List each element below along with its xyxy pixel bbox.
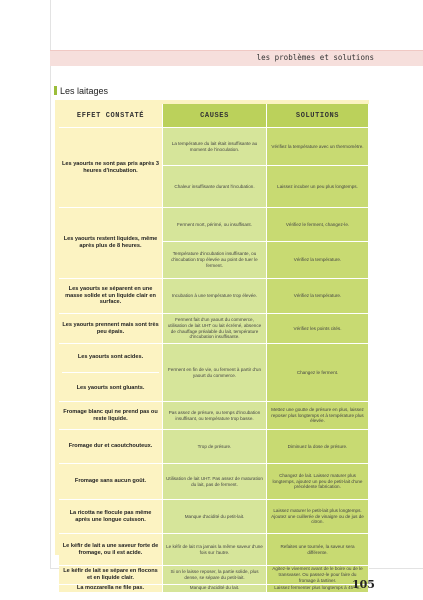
solution-cell: Vérifiez la température avec un thermomètre. — [267, 128, 369, 166]
cause-cell: Si on le laisse reposer, la partie solide, plus dense, se sépare du petit-lait. — [163, 566, 267, 585]
effect-cell: Le kéfir de lait se sépare en flocons et en liquide clair. — [59, 566, 163, 585]
effect-cell: Les yaourts sont acides. — [77, 353, 144, 360]
effect-cell: Les yaourts prennent mais sont très peu épais. — [59, 314, 163, 344]
solution-cell: Laissez incuber un peu plus longtemps. — [267, 166, 369, 208]
solution-cell: Laissez maturer le petit-lait plus longtemps. Ajoutez une cuillerée de vinaigre ou de jus de citron. — [267, 500, 369, 534]
cause-cell: Le kéfir de lait n'a jamais la même saveur d'une fois sur l'autre. — [163, 534, 267, 566]
cause-cell: Température d'incubation insuffisante, ou d'incubation trop élevée au point de tuer le ferment. — [163, 242, 267, 279]
solution-cell: Refaites une tournée, la saveur sera différente. — [267, 534, 369, 566]
effect-cell: Fromage dur et caoutchouteux. — [59, 430, 163, 464]
solution-cell: Mettez une goutte de présure en plus, laissez reposer plus longtemps et à température plus élevée. — [267, 402, 369, 430]
cause-cell: Manque d'acidité du petit-lait. — [163, 500, 267, 534]
effect-cell: Les yaourts restent liquides, même après plus de 8 heures. — [59, 208, 163, 279]
cause-cell: La température du lait était insuffisante au moment de l'inoculation. — [163, 128, 267, 166]
cell-divider — [62, 372, 159, 373]
page-number: 105 — [352, 578, 375, 591]
column-header-effect: EFFET CONSTATÉ — [59, 104, 163, 128]
running-header-title: les problèmes et solutions — [256, 53, 374, 62]
effect-cell: Fromage sans aucun goût. — [59, 464, 163, 500]
effect-cell: La mozzarella ne file pas. — [59, 585, 163, 593]
section-heading — [54, 82, 108, 94]
cause-cell: Chaleur insuffisante durant l'incubation. — [163, 166, 267, 208]
solution-cell: Laissez fermenter plus longtemps à 45° C. — [267, 585, 369, 593]
column-header-solutions: SOLUTIONS — [267, 104, 369, 128]
cause-cell: Ferment en fin de vie, ou ferment à partir d'un yaourt du commerce. — [163, 344, 267, 402]
effect-cell: La ricotta ne flocule pas même après une longue cuisson. — [59, 500, 163, 534]
cause-cell: Manque d'acidité du lait. — [163, 585, 267, 593]
cause-cell: Pas assez de présure, ou temps d'incubation insuffisant, ou température trop basse. — [163, 402, 267, 430]
solution-cell: Vérifiez la température. — [267, 242, 369, 279]
solution-cell: Vérifiez la température. — [267, 279, 369, 314]
solution-cell: Changez de lait. Laissez maturer plus longtemps, ajoutez un peu de petit-lait d'une précédente fabrication. — [267, 464, 369, 500]
effect-cell: Les yaourts ne sont pas pris après 3 heures d'incubation. — [59, 128, 163, 208]
section-title: Les laitages — [60, 85, 109, 96]
troubleshooting-table — [59, 104, 369, 593]
cause-cell: Utilisation de lait UHT. Pas assez de maturation du lait, pas de ferment. — [163, 464, 267, 500]
section-bullet-icon — [54, 86, 57, 95]
solution-cell: Vérifiez les points cités. — [267, 314, 369, 344]
column-header-causes: CAUSES — [163, 104, 267, 128]
solution-cell: Diminuez la dose de présure. — [267, 430, 369, 464]
solution-cell: Changez le ferment. — [267, 344, 369, 402]
effect-cell: Le kéfir de lait a une saveur forte de fromage, ou il est acide. — [59, 534, 163, 566]
cause-cell: Trop de présure. — [163, 430, 267, 464]
effect-cell: Fromage blanc qui ne prend pas ou reste liquide. — [59, 402, 163, 430]
effect-cell: Les yaourts sont gluants. — [76, 384, 145, 391]
cause-cell: Incubation à une température trop élevée. — [163, 279, 267, 314]
cause-cell: Ferment mort, périmé, ou insuffisant. — [163, 208, 267, 242]
solution-cell: Agitez-le vivement avant de le boire ou de le transvaser. Ou passez-le pour faire du fromage à tartiner. — [267, 566, 369, 585]
effect-cell: Les yaourts se séparent en une masse solide et un liquide clair en surface. — [59, 279, 163, 314]
running-header — [50, 50, 423, 66]
effect-cell-group — [59, 344, 163, 402]
solution-cell: Vérifiez le ferment, changez-le. — [267, 208, 369, 242]
cause-cell: Ferment fait d'un yaourt du commerce, utilisation de lait UHT ou lait écrémé, absence de chauffage préalable du lait, température d'incubation insuffisante. — [163, 314, 267, 344]
